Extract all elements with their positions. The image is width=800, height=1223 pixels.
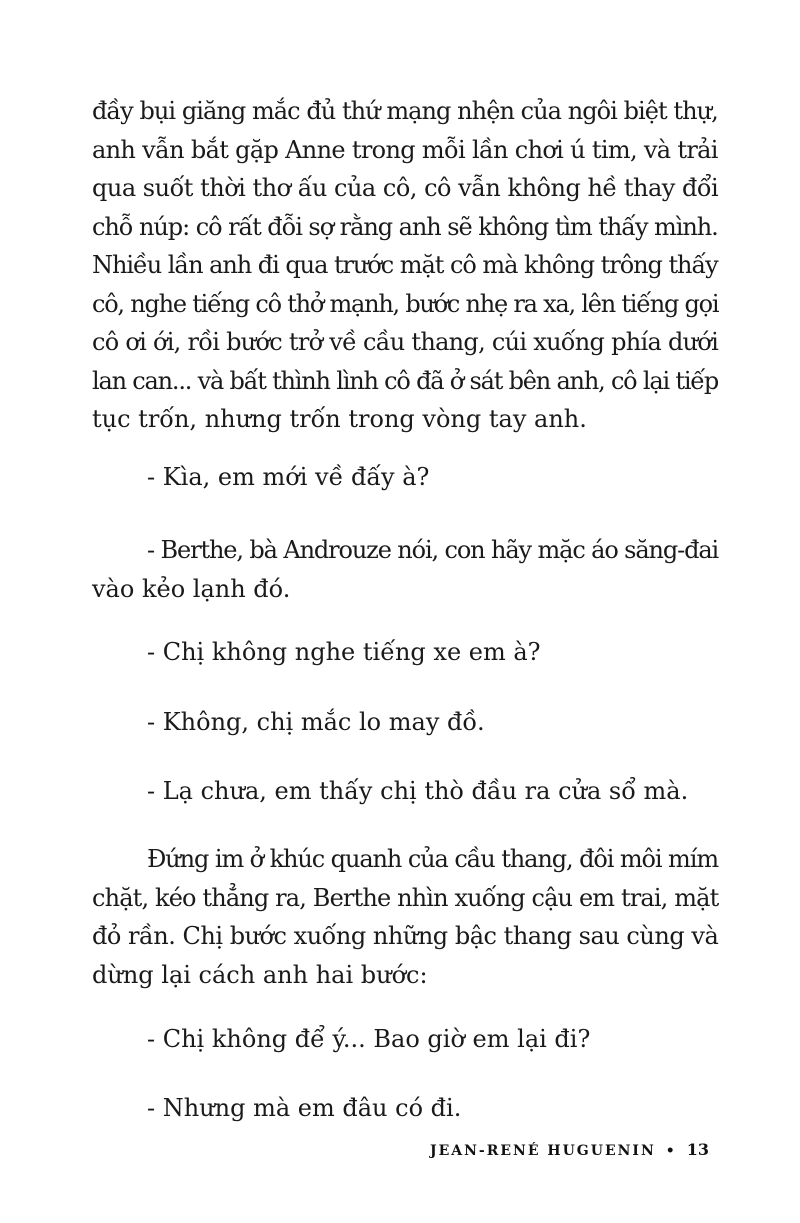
dialogue-line: [92, 633, 718, 672]
dialogue-line: [92, 531, 718, 608]
text-line: lan can... và bất thình lình cô đã ở sát bên anh, cô lại tiếp: [92, 366, 719, 395]
text-line: vào kẻo lạnh đó.: [92, 574, 291, 603]
text-line: - Chị không để ý... Bao giờ em lại đi?: [147, 1025, 591, 1053]
running-author: JEAN-RENÉ HUGUENIN: [429, 1143, 656, 1159]
text-line: - Berthe, bà Androuze nói, con hãy mặc áo săng-đai: [147, 536, 719, 564]
footer-separator: •: [665, 1143, 677, 1159]
text-line: qua suốt thời thơ ấu của cô, cô vẫn không hề thay đổi: [92, 174, 719, 202]
text-line: anh vẫn bắt gặp Anne trong mỗi lần chơi ú tim, và trải: [92, 135, 718, 164]
dialogue-line: [92, 1020, 718, 1059]
paragraph-narration-1: [92, 92, 718, 439]
dialogue-line: [92, 458, 718, 497]
text-line: cô, nghe tiếng cô thở mạnh, bước nhẹ ra xa, lên tiếng gọi: [92, 289, 719, 318]
text-line: - Nhưng mà em đâu có đi.: [147, 1094, 462, 1122]
dialogue-line: [92, 1089, 718, 1128]
text-line: - Không, chị mắc lo may đồ.: [147, 708, 485, 736]
text-line: cô ơi ới, rồi bước trở về cầu thang, cúi xuống phía dưới: [92, 328, 719, 356]
text-line: - Chị không nghe tiếng xe em à?: [147, 638, 541, 666]
text-line: đỏ rần. Chị bước xuống những bậc thang sau cùng và: [92, 922, 719, 950]
dialogue-line: [92, 703, 718, 742]
page-footer: [430, 1140, 709, 1159]
text-line: Nhiều lần anh đi qua trước mặt cô mà không trông thấy: [92, 251, 718, 279]
text-line: đầy bụi giăng mắc đủ thứ mạng nhện của ngôi biệt thự,: [92, 97, 718, 125]
page-number: 13: [686, 1140, 709, 1159]
dialogue-line: [92, 772, 718, 811]
text-line: - Lạ chưa, em thấy chị thò đầu ra cửa sổ mà.: [147, 777, 689, 805]
text-line: chỗ núp: cô rất đỗi sợ rằng anh sẽ không tìm thấy mình.: [92, 212, 718, 241]
text-line: tục trốn, nhưng trốn trong vòng tay anh.: [92, 405, 587, 433]
text-line: chặt, kéo thẳng ra, Berthe nhìn xuống cậu em trai, mặt: [92, 883, 719, 912]
text-line: - Kìa, em mới về đấy à?: [147, 463, 430, 491]
text-line: Đứng im ở khúc quanh của cầu thang, đôi môi mím: [147, 845, 718, 873]
paragraph-narration-2: [92, 840, 718, 994]
text-line: dừng lại cách anh hai bước:: [92, 960, 428, 989]
